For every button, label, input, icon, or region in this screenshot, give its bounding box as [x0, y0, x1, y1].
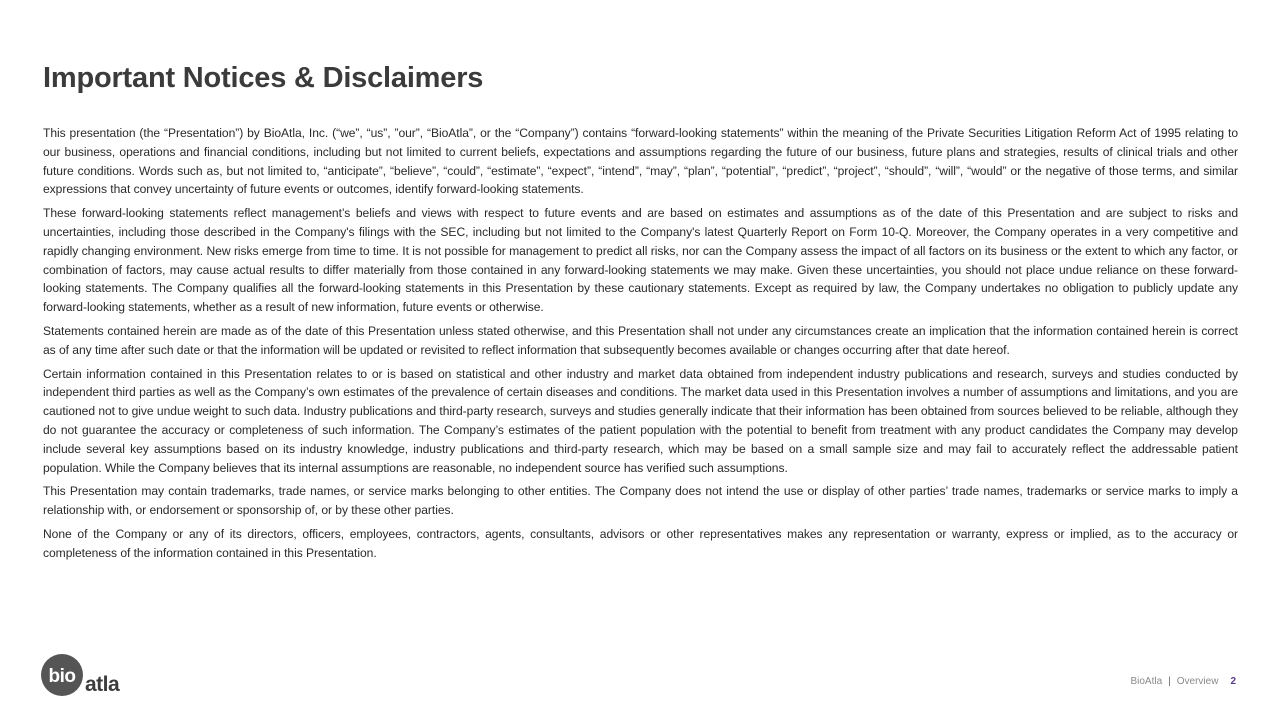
- page-number: 2: [1230, 676, 1236, 687]
- paragraph-forward-looking: This presentation (the “Presentation”) by BioAtla, Inc. (“we”, “us”, ”our”, “BioAtla”, or the “Company”) contains “forward-looking statements” within the meaning of the Private Securities Litigation Reform Act of 1995 relating to our business, operations and financial conditions, including but not limited to current beliefs, expectations and assumptions regarding the future of our business, future plans and strategies, results of clinical trials and other future conditions. Words such as, but not limited to, “anticipate”, “believe”, “could”, “estimate”, “expect”, “intend”, “may”, “plan”, “potential”, “predict”, “project”, “should”, “will”, “would” or the negative of those terms, and similar expressions that convey uncertainty of future events or outcomes, identify forward-looking statements.: [43, 126, 1238, 197]
- disclaimer-body: [43, 124, 1238, 568]
- paragraph-risks: These forward-looking statements reflect management’s beliefs and views with respect to future events and are based on estimates and assumptions as of the date of this Presentation and are subject to risks and uncertainties, including those described in the Company's filings with the SEC, including but not limited to the Company's latest Quarterly Report on Form 10-Q. Moreover, the Company operates in a very competitive and rapidly changing environment. New risks emerge from time to time. It is not possible for management to predict all risks, nor can the Company assess the impact of all factors on its business or the extent to which any factor, or combination of factors, may cause actual results to differ materially from those contained in any forward-looking statements we may make. Given these uncertainties, you should not place undue reliance on these forward-looking statements. The Company qualifies all the forward-looking statements in this Presentation by these cautionary statements. Except as required by law, the Company undertakes no obligation to publicly update any forward-looking statements, whether as a result of new information, future events or otherwise.: [43, 206, 1238, 315]
- footer-section: Overview: [1176, 676, 1219, 687]
- paragraph-trademarks: This Presentation may contain trademarks, trade names, or service marks belonging to other entities. The Company does not intend the use or display of other parties’ trade names, trademarks or service marks to imply a relationship with, or endorsement or sponsorship of, or by these other parties.: [43, 484, 1238, 518]
- logo-text-atla: atla: [85, 673, 120, 696]
- page-title: Important Notices & Disclaimers: [43, 62, 484, 94]
- footer-company: BioAtla: [1130, 676, 1163, 687]
- footer-separator: |: [1168, 676, 1171, 687]
- paragraph-statements-date: Statements contained herein are made as of the date of this Presentation unless stated otherwise, and this Presentation shall not under any circumstances create an implication that the information contained herein is correct as of any time after such date or that the information will be updated or revisited to reflect information that subsequently becomes available or changes occurring after that date hereof.: [43, 323, 1238, 357]
- paragraph-market-data: Certain information contained in this Presentation relates to or is based on statistical and other industry and market data obtained from independent industry publications and research, surveys and studies conducted by independent third parties as well as the Company’s own estimates of the prevalence of certain diseases and conditions. The market data used in this Presentation involves a number of assumptions and limitations, and you are cautioned not to give undue weight to such data. Industry publications and third-party research, surveys and studies generally indicate that their information has been obtained from sources believed to be reliable, although they do not guarantee the accuracy or completeness of such information. The Company’s estimates of the patient population with the potential to benefit from treatment with any product candidates the Company may develop include several key assumptions based on its industry knowledge, industry publications and third-party research, which may be based on a small sample size and may fail to accurately reflect the addressable patient population. While the Company believes that its internal assumptions are reasonable, no independent source has verified such assumptions.: [43, 366, 1238, 475]
- slide-footer: [1130, 676, 1236, 687]
- logo-text-bio: bio: [48, 666, 76, 687]
- bioatla-logo: [40, 652, 132, 698]
- paragraph-no-warranty: None of the Company or any of its directors, officers, employees, contractors, agents, consultants, advisors or other representatives makes any representation or warranty, express or implied, as to the accuracy or completeness of the information contained in this Presentation.: [43, 526, 1238, 560]
